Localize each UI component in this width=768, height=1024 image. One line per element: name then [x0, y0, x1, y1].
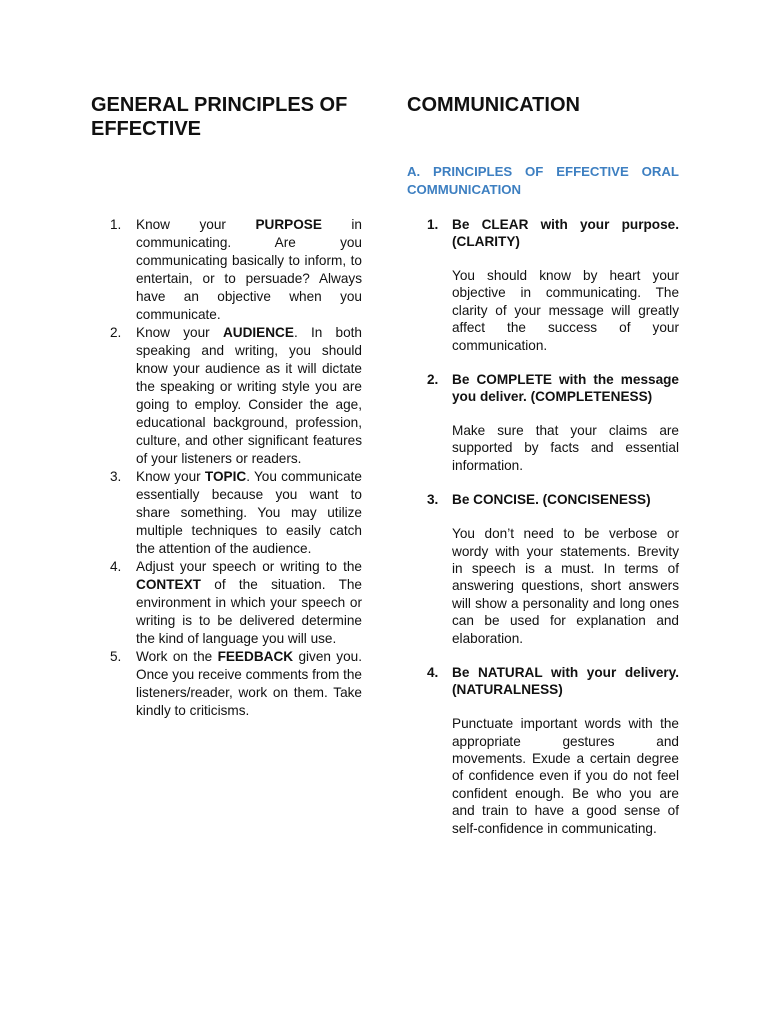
- list-item: [108, 468, 362, 558]
- list-item: [423, 491, 679, 647]
- list-item-number: 4.: [427, 665, 439, 681]
- page-title-right: COMMUNICATION: [407, 94, 580, 116]
- list-item: [108, 216, 362, 324]
- list-item-number: 1.: [427, 217, 439, 232]
- list-item: [108, 648, 362, 720]
- list-item-text: given you. Once you receive comments from the listeners/reader, work on them. Take kindly to criticisms.: [136, 649, 362, 718]
- oral-communication-principles-list: [423, 216, 679, 854]
- list-item-text: Know your: [136, 325, 223, 340]
- list-item-keyword: PURPOSE: [255, 217, 322, 232]
- list-item-text: in communicating. Are you communicating basically to inform, to entertain, or to persuade? Always have an objective when you communicate.: [136, 217, 362, 322]
- list-item: [423, 371, 679, 474]
- list-item-number: 3.: [427, 492, 439, 508]
- section-a-heading: A. PRINCIPLES OF EFFECTIVE ORAL COMMUNICATION: [407, 164, 679, 197]
- list-item-text: Adjust your speech or writing to the: [136, 559, 362, 574]
- list-item-number: 2.: [110, 325, 122, 340]
- list-item: [423, 664, 679, 837]
- list-item-number: 2.: [427, 372, 439, 388]
- list-item-text: . You communicate essentially because you want to share something. You may utilize multiple techniques to easily catch the attention of the audience.: [136, 469, 362, 556]
- list-item-number: 5.: [110, 649, 122, 664]
- principle-heading: Be CLEAR with your purpose. (CLARITY): [452, 217, 679, 249]
- principle-heading: Be NATURAL with your delivery. (NATURALNESS): [452, 665, 679, 698]
- list-item-keyword: FEEDBACK: [217, 649, 294, 664]
- list-item-text: Work on the: [136, 649, 218, 664]
- list-item-text: of the situation. The environment in which your speech or writing is to be delivered determine the kind of language you will use.: [136, 577, 362, 646]
- general-principles-list: [108, 216, 362, 720]
- page-title-left: GENERAL PRINCIPLES OF EFFECTIVE: [91, 94, 348, 140]
- principle-heading: Be CONCISE. (CONCISENESS): [452, 492, 651, 508]
- principle-body: Punctuate important words with the appropriate gestures and movements. Exude a certain degree of confidence even if you do not feel confident enough. Be who you are and train to have a good sense of self-confidence in communicating.: [452, 716, 679, 836]
- principle-body: You don’t need to be verbose or wordy with your statements. Brevity in speech is a must. In terms of answering questions, short answers will show a personality and long ones can be used for explanation and elaboration.: [452, 526, 679, 646]
- list-item-number: 3.: [110, 469, 122, 484]
- principle-body: Make sure that your claims are supported by facts and essential information.: [452, 423, 679, 473]
- list-item-text: . In both speaking and writing, you should know your audience as it will dictate the speaking or writing style you are going to employ. Consider the age, educational background, profession, culture, and other significant features of your listeners or readers.: [136, 325, 362, 466]
- list-item: [108, 324, 362, 468]
- list-item-text: Know your: [136, 469, 205, 484]
- principle-heading: Be COMPLETE with the message you deliver. (COMPLETENESS): [452, 372, 679, 405]
- list-item-keyword: AUDIENCE: [222, 325, 294, 340]
- list-item-number: 1.: [110, 217, 122, 232]
- principle-body: You should know by heart your objective in communicating. The clarity of your message will greatly affect the success of your communication.: [452, 268, 679, 353]
- list-item: [423, 216, 679, 354]
- list-item-keyword: TOPIC: [204, 469, 247, 484]
- list-item-keyword: CONTEXT: [136, 577, 201, 592]
- list-item: [108, 558, 362, 648]
- list-item-number: 4.: [110, 559, 122, 574]
- list-item-text: Know your: [136, 217, 256, 232]
